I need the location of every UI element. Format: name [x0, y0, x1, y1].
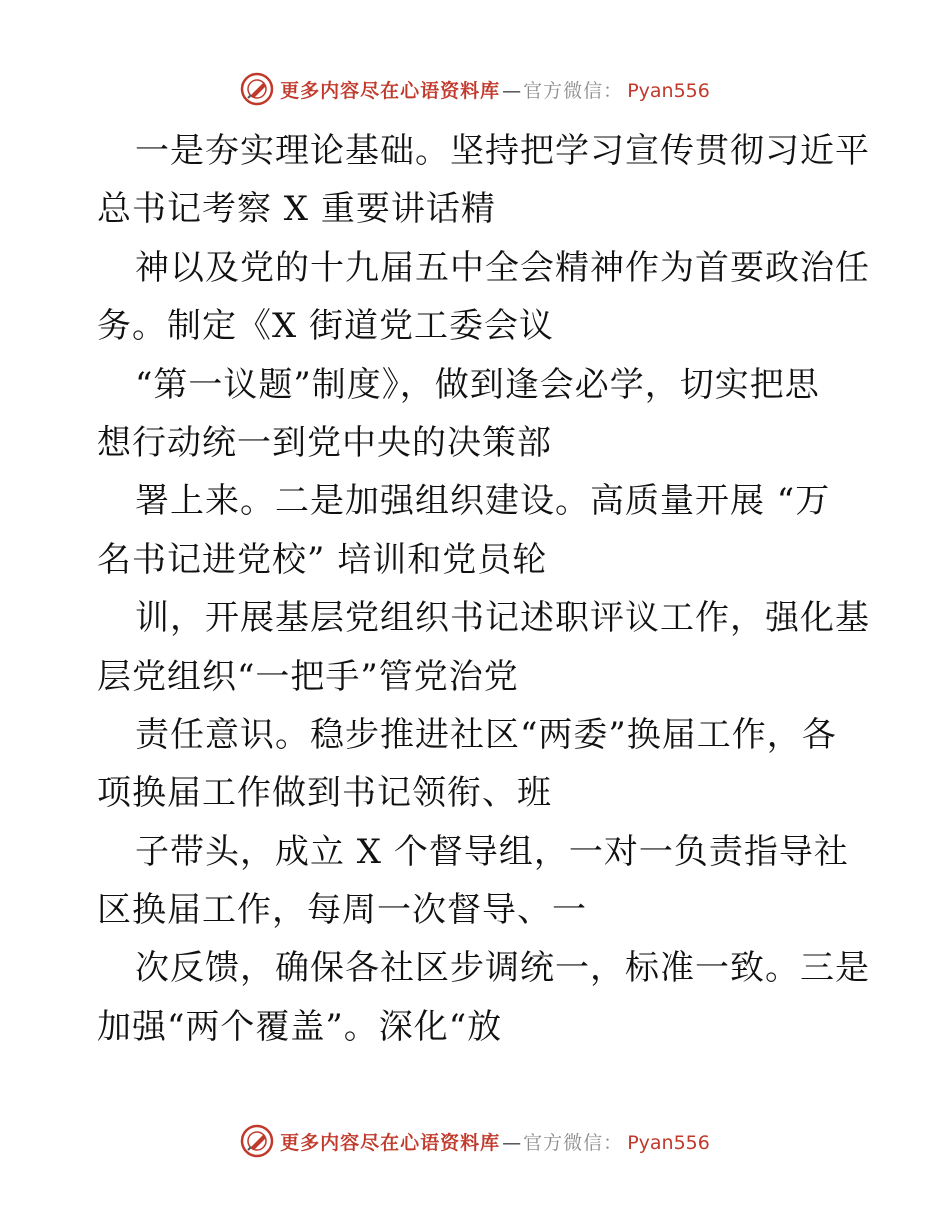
watermark-label: 官方微信：	[523, 79, 624, 102]
watermark-main-text: 更多内容尽在心语资料库	[280, 1131, 501, 1154]
watermark-id: Pyan556	[627, 1131, 710, 1154]
text-line: 总书记考察 X 重要讲话精	[97, 189, 496, 230]
text-line: 神以及党的十九届五中全会精神作为首要政治任	[135, 247, 870, 288]
text-line: 名书记进党校” 培训和党员轮	[97, 539, 548, 580]
watermark-separator: —	[502, 79, 522, 102]
watermark-main-text: 更多内容尽在心语资料库	[280, 79, 501, 102]
text-line: 加强“两个覆盖”。深化“放	[97, 1006, 503, 1047]
text-line: 层党组织“一把手”管党治党	[97, 656, 519, 697]
footer-watermark	[0, 1124, 950, 1158]
text-line: 区换届工作，每周一次督导、一	[97, 890, 587, 931]
text-line: 责任意识。稳步推进社区“两委”换届工作，各	[135, 714, 837, 755]
header-watermark	[0, 72, 950, 106]
text-line: 一是夯实理论基础。坚持把学习宣传贯彻习近平	[135, 131, 870, 171]
text-line: 项换届工作做到书记领衔、班	[97, 773, 552, 814]
brand-logo-icon	[240, 72, 274, 106]
text-line: 次反馈，确保各社区步调统一，标准一致。三是	[135, 948, 870, 989]
text-line: 子带头，成立 X 个督导组，一对一负责指导社	[135, 831, 849, 872]
watermark-separator: —	[502, 1131, 522, 1154]
brand-logo-icon	[240, 1124, 274, 1158]
text-line: 训，开展基层党组织书记述职评议工作，强化基	[135, 598, 870, 639]
watermark-id: Pyan556	[627, 79, 710, 102]
document-body	[97, 122, 870, 1056]
text-line: 务。制定《X 街道党工委会议	[97, 306, 555, 347]
text-line: 署上来。二是加强组织建设。高质量开展 “万	[135, 481, 831, 522]
text-line: 想行动统一到党中央的决策部	[97, 422, 552, 463]
text-line: “第一议题”制度》，做到逢会必学，切实把思	[135, 364, 820, 405]
watermark-label: 官方微信：	[523, 1131, 624, 1154]
